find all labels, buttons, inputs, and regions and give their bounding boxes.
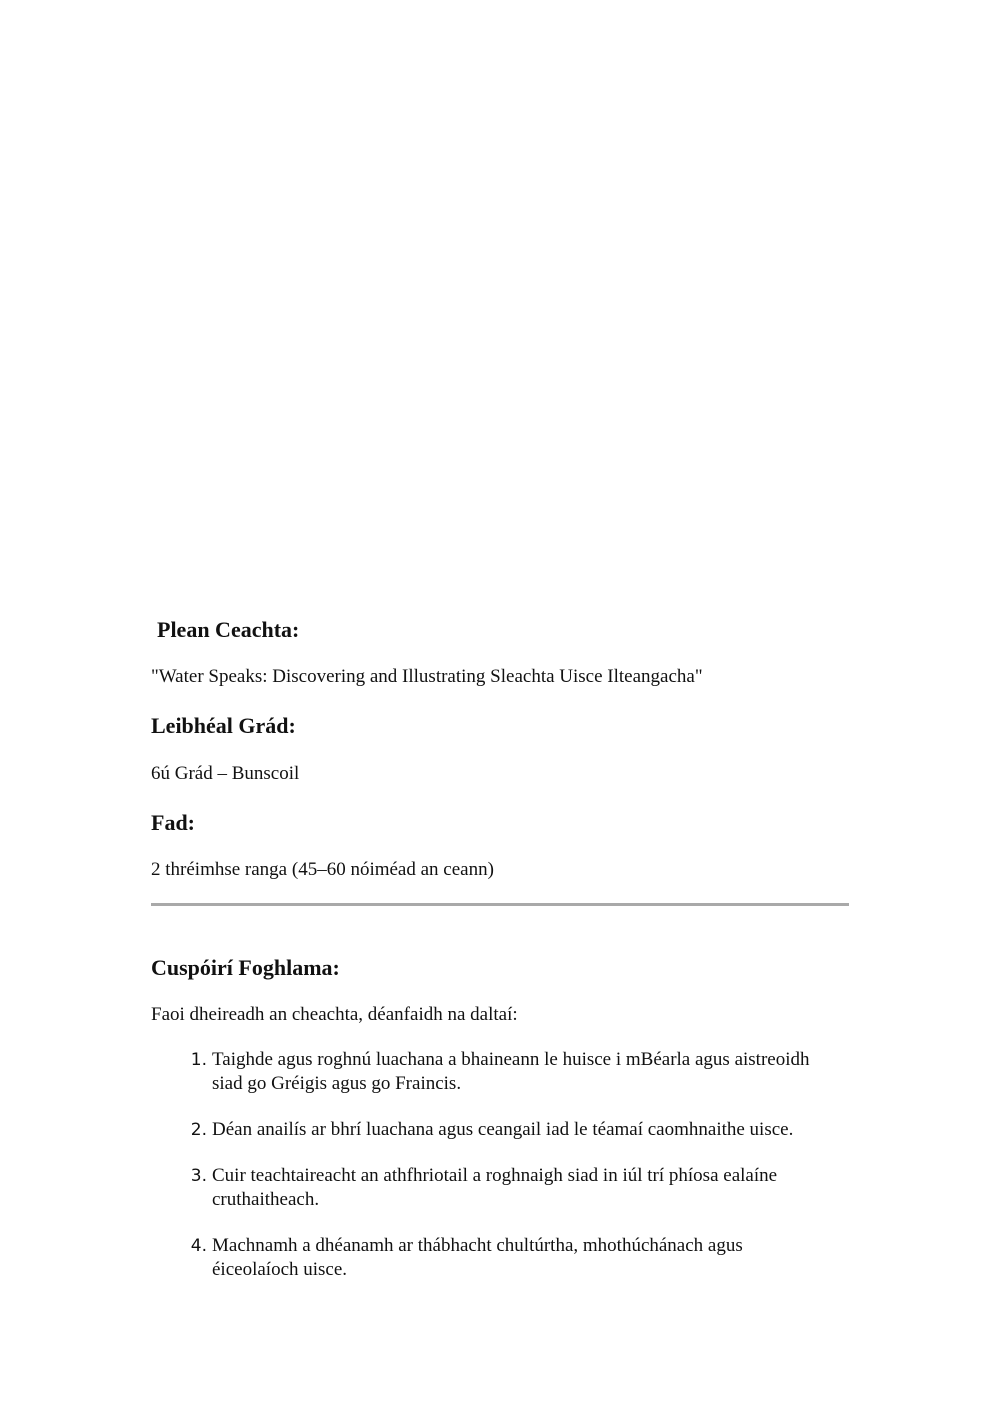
objective-item	[151, 1164, 851, 1212]
objective-number: 1.	[190, 1050, 207, 1070]
objective-number: 3.	[190, 1166, 207, 1186]
objective-text-line: cruthaitheach.	[212, 1189, 320, 1210]
objective-text-line: Déan anailís ar bhrí luachana agus ceangail iad le téamaí caomhnaithe uisce.	[212, 1119, 794, 1140]
horizontal-divider	[151, 903, 849, 906]
objective-item	[151, 1118, 851, 1142]
objective-number: 2.	[190, 1120, 207, 1140]
objectives-list	[151, 1048, 851, 1304]
objective-number: 4.	[190, 1236, 207, 1256]
learning-objectives-heading: Cuspóirí Foghlama:	[151, 955, 340, 980]
grade-level-value: 6ú Grád – Bunscoil	[151, 763, 300, 784]
objective-item	[151, 1234, 851, 1282]
duration-heading: Fad:	[151, 810, 195, 835]
lesson-plan-heading: Plean Ceachta:	[157, 617, 300, 642]
objective-text-line: Machnamh a dhéanamh ar thábhacht chultúrtha, mhothúchánach agus	[212, 1235, 743, 1256]
learning-objectives-intro: Faoi dheireadh an cheachta, déanfaidh na daltaí:	[151, 1004, 518, 1025]
duration-value: 2 thréimhse ranga (45–60 nóiméad an ceann)	[151, 859, 494, 880]
objective-text-line: éiceolaíoch uisce.	[212, 1259, 348, 1280]
lesson-plan-title: "Water Speaks: Discovering and Illustrating Sleachta Uisce Ilteangacha"	[151, 666, 703, 687]
objective-text-line: Cuir teachtaireacht an athfhriotail a roghnaigh siad in iúl trí phíosa ealaíne	[212, 1165, 778, 1186]
objective-text-line: Taighde agus roghnú luachana a bhaineann le huisce i mBéarla agus aistreoidh	[212, 1049, 810, 1070]
objective-text-line: siad go Gréigis agus go Fraincis.	[212, 1073, 462, 1094]
objective-item	[151, 1048, 851, 1096]
grade-level-heading: Leibhéal Grád:	[151, 713, 296, 738]
